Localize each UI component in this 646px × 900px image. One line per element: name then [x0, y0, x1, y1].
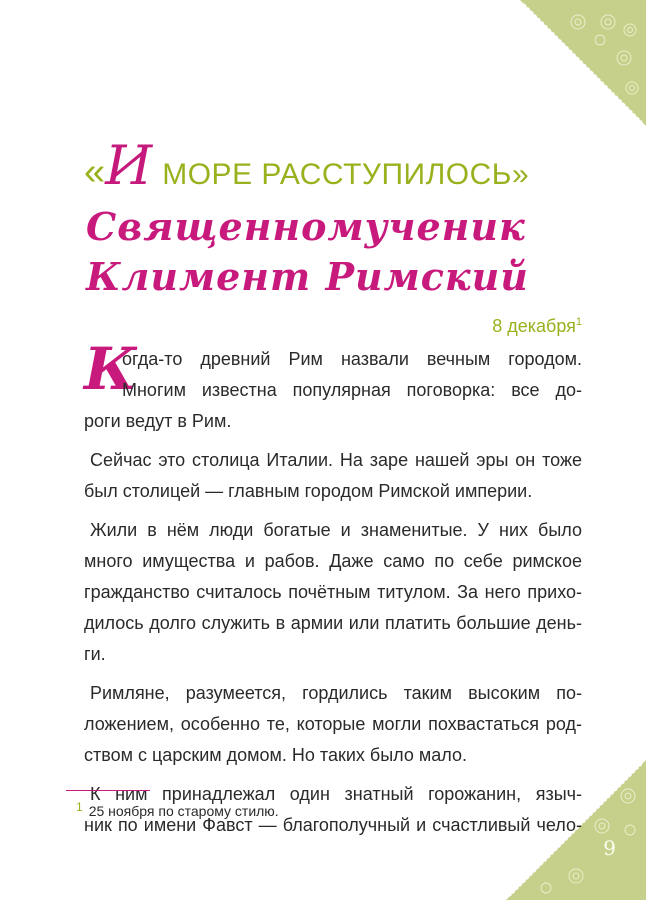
text-line: роги ведут в Рим. — [84, 411, 232, 431]
text-line: ложением, особенно те, которые могли похвастаться род- — [84, 714, 582, 734]
saint-name-heading — [86, 202, 529, 302]
footnote-rule — [66, 790, 150, 791]
body-text — [84, 335, 582, 841]
page-number: 9 — [603, 836, 616, 860]
chapter-title-open-quote: « — [84, 151, 106, 193]
text-line: Сейчас это столица Италии. На заре нашей эры он тоже — [90, 450, 582, 470]
text-line: был столицей — главным городом Римской империи. — [84, 481, 533, 501]
text-line: много имущества и рабов. Даже само по себе римское — [84, 551, 582, 571]
feast-date-text: 8 декабря — [492, 316, 576, 336]
chapter-title-initial: И — [105, 134, 153, 197]
feast-footnote-ref: 1 — [575, 316, 582, 328]
text-line: К ним принадлежал один знатный горожанин, языч- — [90, 784, 582, 804]
chapter-title-rest: МОРЕ РАССТУПИЛОСЬ» — [162, 158, 530, 191]
feast-date — [492, 316, 582, 337]
text-line: Римляне, разумеется, гордились таким высоким по- — [90, 683, 582, 703]
text-line: ги. — [84, 644, 106, 664]
text-line: дилось долго служить в армии или платить большие день- — [84, 613, 582, 633]
text-line: Жили в нём люди богатые и знаменитые. У них было — [90, 520, 582, 540]
text-line: огда-то древний Рим назвали вечным городом. — [122, 349, 582, 369]
drop-cap: К — [84, 335, 137, 403]
footnote-mark: 1 — [76, 800, 83, 814]
saint-name-line-2: Климент Римский — [86, 254, 529, 299]
text-line: гражданство считалось почётным титулом. За него прихо- — [84, 582, 582, 602]
paragraph-1 — [84, 335, 582, 406]
text-line: ник по имени Фавст — благополучный и счастливый чело- — [84, 815, 582, 835]
text-line: Многим известна популярная поговорка: все до- — [122, 380, 582, 400]
saint-name-line-1: Священномученик — [86, 204, 526, 249]
chapter-title — [84, 134, 529, 197]
footnote — [76, 800, 279, 819]
footnote-text: 25 ноября по старому стилю. — [88, 803, 279, 819]
text-line: ством с царским домом. Но таких было мало. — [84, 745, 467, 765]
corner-ornament-top — [520, 0, 646, 126]
